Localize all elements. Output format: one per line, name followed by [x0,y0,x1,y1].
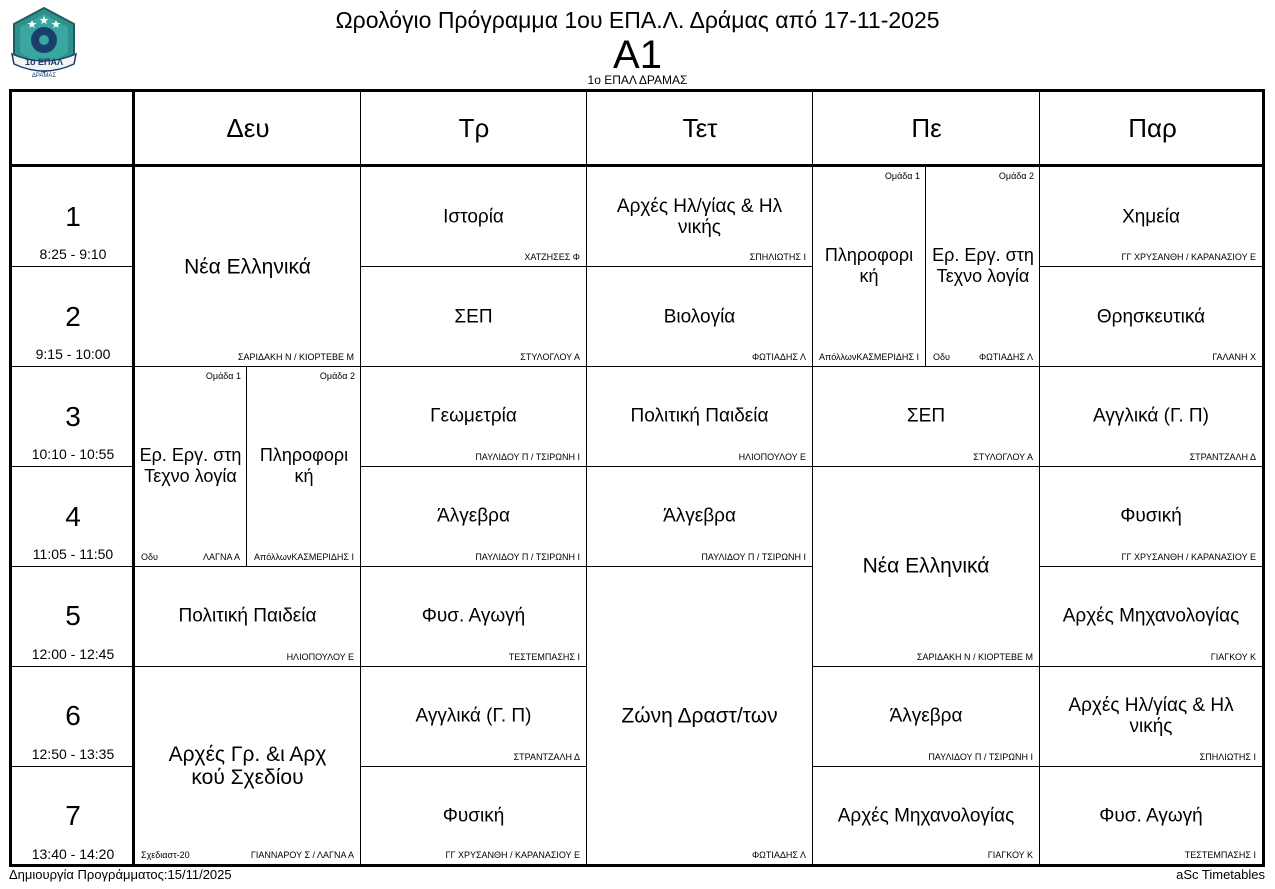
lesson-cell[interactable] [361,467,586,566]
period-time: 12:50 - 13:35 [31,746,115,762]
subject-name: Νέα Ελληνικά [184,255,311,279]
teacher-name: ΗΛΙΟΠΟΥΛΟΥ Ε [286,652,354,662]
lesson-cell[interactable] [1040,467,1262,566]
lesson-cell-group[interactable] [248,367,360,566]
teacher-name: ΦΩΤΙΑΔΗΣ Λ [979,352,1033,362]
room-name: Οδυ [141,552,158,562]
lesson-cell[interactable] [361,567,586,666]
teacher-name: ΦΩΤΙΑΔΗΣ Λ [752,352,806,362]
period-time: 10:10 - 10:55 [31,446,115,462]
lesson-cell[interactable] [361,167,586,266]
lesson-cell[interactable] [587,267,812,366]
lesson-cell[interactable] [813,367,1039,466]
room-name: Απόλλων [254,552,292,562]
lesson-cell[interactable] [1040,167,1262,266]
room-name: Οδυ [933,352,950,362]
teacher-name: ΓΙΑΓΚΟΥ Κ [1210,652,1256,662]
period-number: 7 [65,800,81,831]
period-time: 8:25 - 9:10 [39,246,107,262]
lesson-cell[interactable] [587,167,812,266]
subject-name: Άλγεβρα [889,705,963,727]
subject-name: Άλγεβρα [437,505,510,527]
subject-name: Πληροφορι κή [824,245,914,286]
teacher-name: ΛΑΓΝΑ Α [203,552,240,562]
lesson-cell[interactable] [813,667,1039,766]
lesson-cell[interactable] [587,467,812,566]
period-time: 12:00 - 12:45 [31,646,115,662]
subject-name: Φυσ. Αγωγή [1099,805,1203,827]
subject-name: ΣΕΠ [454,306,493,328]
teacher-name: ΓΙΑΝΝΑΡΟΥ Σ / ΛΑΓΝΑ Α [250,850,354,860]
room-name: Απόλλων [819,352,857,362]
teacher-name: ΠΑΥΛΙΔΟΥ Π / ΤΣΙΡΩΝΗ Ι [928,752,1033,762]
subject-name: Χημεία [1122,206,1180,228]
lesson-cell[interactable] [135,167,360,366]
period-number: 1 [65,201,81,232]
period-number: 6 [65,700,81,731]
teacher-name: ΠΑΥΛΙΔΟΥ Π / ΤΣΙΡΩΝΗ Ι [475,452,580,462]
period-number: 5 [65,600,81,631]
lesson-cell-group[interactable] [135,367,247,566]
subject-name: Θρησκευτικά [1096,306,1206,328]
lesson-cell-group[interactable] [927,167,1039,366]
day-header-wed: Τετ [682,112,718,143]
subject-name: Ερ. Εργ. στη Τεχνο λογία [139,445,242,486]
teacher-name: ΦΩΤΙΑΔΗΣ Λ [752,850,806,860]
lesson-cell[interactable] [1040,567,1262,666]
subject-name: Αρχές Γρ. &ι Αρχ κού Σχεδίου [168,743,327,789]
teacher-name: ΓΓ ΧΡΥΣΑΝΘΗ / ΚΑΡΑΝΑΣΙΟΥ Ε [1121,252,1256,262]
teacher-name: ΤΕΣΤΕΜΠΑΣΗΣ Ι [508,652,580,662]
lesson-cell[interactable] [1040,767,1262,864]
creation-date: Δημιουργία Προγράμματος:15/11/2025 [9,867,232,882]
teacher-name: ΣΤΥΛΟΓΛΟΥ Α [520,352,580,362]
subject-name: Πληροφορι κή [259,445,349,486]
lesson-cell[interactable] [361,267,586,366]
teacher-name: ΣΠΗΛΙΩΤΗΣ Ι [1199,752,1256,762]
period-number: 2 [65,301,81,332]
day-header-fri: Παρ [1128,112,1177,143]
lesson-cell[interactable] [135,667,360,864]
lesson-cell[interactable] [135,567,360,666]
day-header-thu: Πε [911,112,942,143]
group-label: Ομάδα 1 [884,171,920,181]
lesson-cell[interactable] [813,467,1039,666]
lesson-cell[interactable] [587,367,812,466]
subject-name: Αγγλικά (Γ. Π) [415,705,532,727]
class-name: Α1 [613,33,662,77]
teacher-name: ΣΑΡΙΔΑΚΗ Ν / ΚΙΟΡΤΕΒΕ Μ [237,352,354,362]
subject-name: Ερ. Εργ. στη Τεχνο λογία [932,245,1034,286]
subject-name: Αρχές Ηλ/γίας & Ηλ νικής [616,196,783,238]
room-name: Σχεδιαστ-20 [141,850,190,860]
lesson-cell[interactable] [1040,667,1262,766]
teacher-name: ΓΑΛΑΝΗ Χ [1212,352,1256,362]
subject-name: Γεωμετρία [430,405,517,427]
group-label: Ομάδα 2 [319,371,355,381]
subject-name: Πολιτική Παιδεία [178,605,317,627]
group-label: Ομάδα 2 [998,171,1034,181]
subject-name: Ιστορία [443,206,504,228]
subject-name: Φυσ. Αγωγή [421,605,526,627]
subject-name: Νέα Ελληνικά [862,554,990,578]
timetable-title: Ωρολόγιο Πρόγραμμα 1ου ΕΠΑ.Λ. Δράμας από 17-11-2025 [335,7,940,33]
lesson-cell[interactable] [361,767,586,864]
period-time: 11:05 - 11:50 [32,546,114,562]
teacher-name: ΓΙΑΓΚΟΥ Κ [987,850,1033,860]
period-time: 13:40 - 14:20 [31,846,115,862]
teacher-name: ΣΠΗΛΙΩΤΗΣ Ι [749,252,806,262]
svg-text:1ο ΕΠΑΛ: 1ο ΕΠΑΛ [24,57,64,67]
subject-name: Φυσική [442,805,505,827]
teacher-name: ΣΤΥΛΟΓΛΟΥ Α [973,452,1033,462]
teacher-name: ΣΤΡΑΝΤΖΑΛΗ Δ [1189,452,1256,462]
subject-name: Βιολογία [663,306,736,328]
subject-name: Πολιτική Παιδεία [630,405,769,427]
lesson-cell[interactable] [1040,367,1262,466]
lesson-cell[interactable] [361,667,586,766]
subject-name: Φυσική [1120,505,1182,527]
day-header-tue: Τρ [458,112,490,143]
lesson-cell[interactable] [1040,267,1262,366]
lesson-cell-group[interactable] [813,167,926,366]
teacher-name: ΗΛΙΟΠΟΥΛΟΥ Ε [738,452,806,462]
period-time: 9:15 - 10:00 [35,346,111,362]
teacher-name: ΣΑΡΙΔΑΚΗ Ν / ΚΙΟΡΤΕΒΕ Μ [916,652,1033,662]
teacher-name: ΓΓ ΧΡΥΣΑΝΘΗ / ΚΑΡΑΝΑΣΙΟΥ Ε [445,850,580,860]
period-number: 4 [65,501,81,532]
teacher-name: ΠΑΥΛΙΔΟΥ Π / ΤΣΙΡΩΝΗ Ι [701,552,806,562]
teacher-name: ΣΤΡΑΝΤΖΑΛΗ Δ [513,752,580,762]
subject-name: Αγγλικά (Γ. Π) [1093,405,1209,427]
group-label: Ομάδα 1 [205,371,241,381]
lesson-cell[interactable] [813,767,1039,864]
subject-name: Ζώνη Δραστ/των [621,704,778,728]
period-number: 3 [65,401,81,432]
teacher-name: ΚΑΣΜΕΡΙΔΗΣ Ι [856,352,919,362]
teacher-name: ΤΕΣΤΕΜΠΑΣΗΣ Ι [1184,850,1256,860]
school-name: 1ο ΕΠΑΛ ΔΡΑΜΑΣ [587,73,688,87]
teacher-name: ΚΑΣΜΕΡΙΔΗΣ Ι [291,552,354,562]
lesson-cell[interactable] [361,367,586,466]
day-header-mon: Δευ [226,112,270,143]
lesson-cell[interactable] [587,567,812,864]
subject-name: Άλγεβρα [663,505,736,527]
subject-name: Αρχές Ηλ/γίας & Ηλ νικής [1068,695,1234,737]
subject-name: Αρχές Μηχανολογίας [1062,605,1240,627]
teacher-name: ΠΑΥΛΙΔΟΥ Π / ΤΣΙΡΩΝΗ Ι [475,552,580,562]
svg-text:ΔΡΑΜΑΣ: ΔΡΑΜΑΣ [31,73,57,79]
subject-name: ΣΕΠ [906,405,946,427]
teacher-name: ΧΑΤΖΗΣΕΣ Φ [524,252,580,262]
teacher-name: ΓΓ ΧΡΥΣΑΝΘΗ / ΚΑΡΑΝΑΣΙΟΥ Ε [1121,552,1256,562]
subject-name: Αρχές Μηχανολογίας [837,805,1015,827]
generator-credit: aSc Timetables [1176,867,1265,882]
